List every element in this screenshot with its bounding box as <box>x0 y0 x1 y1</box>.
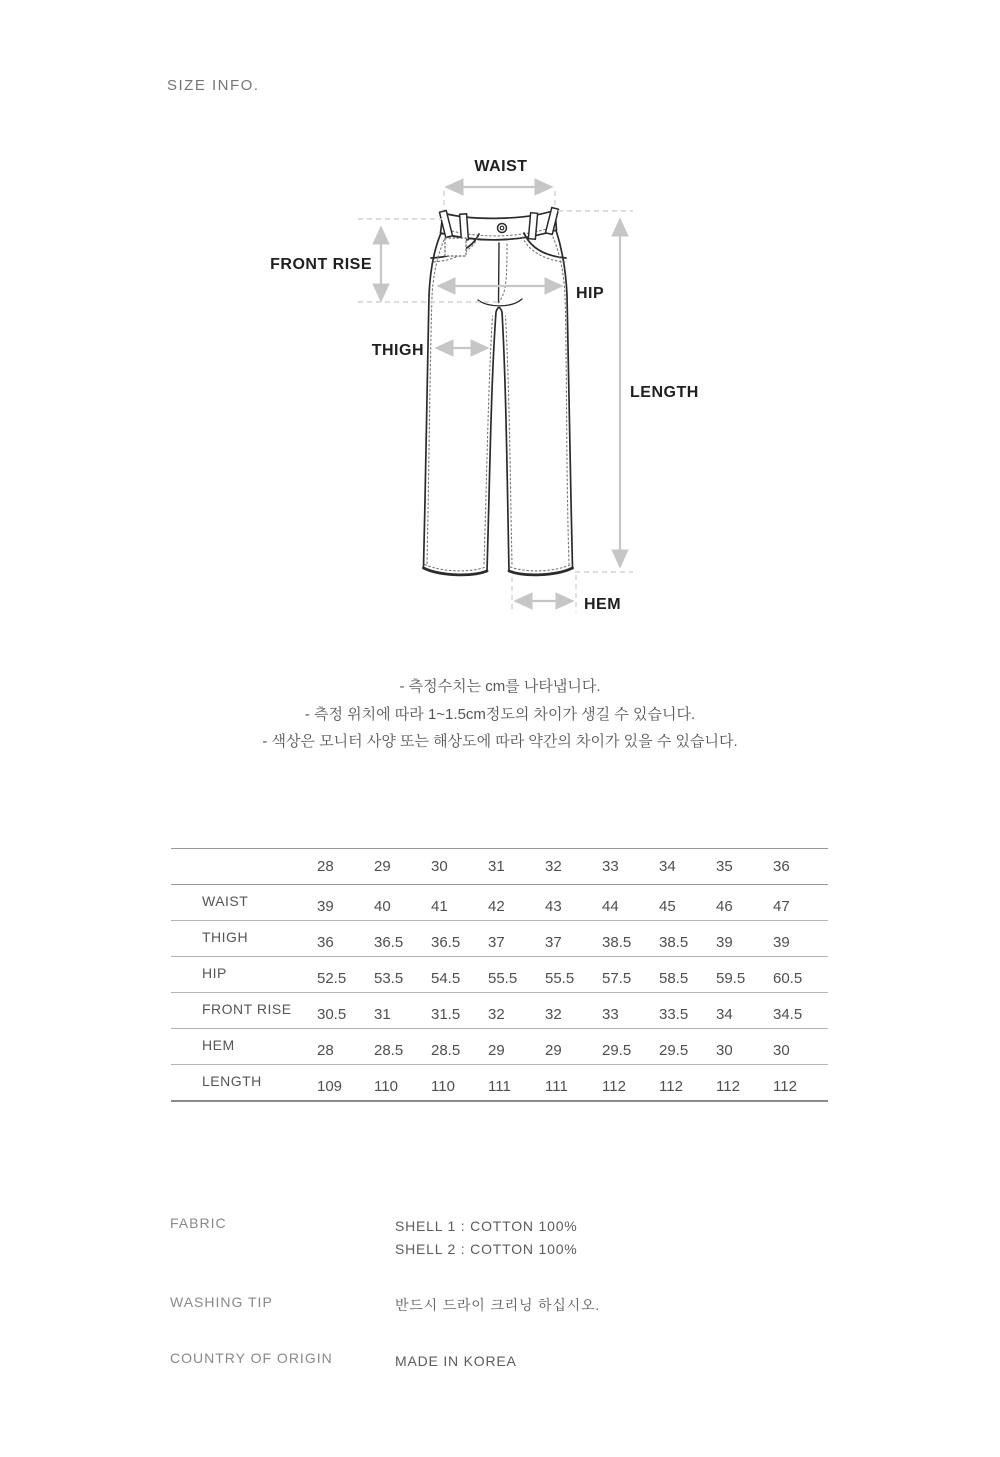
measurement-notes <box>0 673 1000 756</box>
size-value-cell: 34.5 <box>773 1006 803 1023</box>
hip-label: HIP <box>576 285 605 302</box>
size-value-cell: 37 <box>545 934 562 951</box>
size-value-cell: 39 <box>317 898 334 915</box>
size-column-header: 29 <box>374 858 391 875</box>
pants-drawing <box>424 208 573 575</box>
size-value-cell: 43 <box>545 898 562 915</box>
detail-value-line: 반드시 드라이 크리닝 하십시오. <box>395 1297 600 1313</box>
size-column-header: 34 <box>659 858 676 875</box>
size-value-cell: 31 <box>374 1006 391 1023</box>
size-value-cell: 55.5 <box>545 970 575 987</box>
size-value-cell: 28.5 <box>431 1042 461 1059</box>
size-value-cell: 44 <box>602 898 619 915</box>
size-value-cell: 110 <box>374 1078 398 1095</box>
size-value-cell: 39 <box>716 934 733 951</box>
detail-label: FABRIC <box>170 1215 227 1231</box>
size-value-cell: 30 <box>716 1042 733 1059</box>
size-table-row <box>171 921 828 957</box>
detail-label: WASHING TIP <box>170 1294 273 1310</box>
detail-value <box>395 1215 578 1261</box>
front-rise-label: FRONT RISE <box>270 256 372 273</box>
size-value-cell: 112 <box>716 1078 740 1095</box>
detail-value-line: SHELL 2 : COTTON 100% <box>395 1241 578 1257</box>
note-line: - 측정수치는 cm를 나타냅니다. <box>399 678 601 695</box>
size-table-row <box>171 993 828 1029</box>
measure-row-label: THIGH <box>202 928 249 945</box>
size-column-header: 32 <box>545 858 562 875</box>
size-value-cell: 29.5 <box>659 1042 689 1059</box>
size-value-cell: 55.5 <box>488 970 518 987</box>
size-value-cell: 31.5 <box>431 1006 461 1023</box>
size-value-cell: 36 <box>317 934 334 951</box>
page-title: SIZE INFO. <box>167 77 260 94</box>
size-value-cell: 37 <box>488 934 505 951</box>
detail-label: COUNTRY OF ORIGIN <box>170 1350 333 1366</box>
coin-pocket <box>445 238 466 256</box>
thigh-label: THIGH <box>371 342 424 359</box>
note-line: - 색상은 모니터 사양 또는 해상도에 따라 약간의 차이가 있을 수 있습니다. <box>262 733 738 750</box>
size-column-header: 36 <box>773 858 790 875</box>
waist-label: WAIST <box>474 158 528 175</box>
detail-value-line: MADE IN KOREA <box>395 1353 517 1369</box>
size-table <box>171 848 828 1102</box>
size-value-cell: 53.5 <box>374 970 404 987</box>
size-value-cell: 28.5 <box>374 1042 404 1059</box>
size-value-cell: 112 <box>773 1078 797 1095</box>
size-value-cell: 60.5 <box>773 970 803 987</box>
detail-value <box>395 1350 517 1373</box>
measure-row-label: HEM <box>202 1036 235 1053</box>
size-value-cell: 41 <box>431 898 448 915</box>
size-value-cell: 47 <box>773 898 790 915</box>
size-value-cell: 57.5 <box>602 970 632 987</box>
size-value-cell: 29.5 <box>602 1042 632 1059</box>
detail-row <box>170 1294 850 1317</box>
detail-value <box>395 1294 600 1317</box>
size-column-header: 30 <box>431 858 448 875</box>
size-value-cell: 111 <box>545 1078 568 1095</box>
note-line: - 측정 위치에 따라 1~1.5cm정도의 차이가 생길 수 있습니다. <box>304 705 696 723</box>
size-value-cell: 29 <box>488 1042 505 1059</box>
size-value-cell: 45 <box>659 898 676 915</box>
waist-button <box>498 224 507 233</box>
size-value-cell: 58.5 <box>659 970 689 987</box>
size-value-cell: 111 <box>488 1078 511 1095</box>
detail-row <box>170 1350 850 1373</box>
size-table-row <box>171 1065 828 1102</box>
size-value-cell: 52.5 <box>317 970 347 987</box>
size-value-cell: 59.5 <box>716 970 746 987</box>
size-column-header: 33 <box>602 858 619 875</box>
size-value-cell: 33 <box>602 1006 619 1023</box>
measure-row-label: LENGTH <box>202 1072 262 1089</box>
size-value-cell: 110 <box>431 1078 455 1095</box>
size-value-cell: 54.5 <box>431 970 461 987</box>
size-value-cell: 42 <box>488 898 505 915</box>
size-column-header: 28 <box>317 858 334 875</box>
size-column-header: 35 <box>716 858 733 875</box>
measure-row-label: FRONT RISE <box>202 1000 292 1017</box>
size-value-cell: 38.5 <box>659 934 689 951</box>
product-details <box>170 1215 850 1373</box>
size-value-cell: 33.5 <box>659 1006 689 1023</box>
hem-label: HEM <box>584 596 622 613</box>
size-value-cell: 112 <box>602 1078 626 1095</box>
size-table-row <box>171 957 828 993</box>
size-value-cell: 29 <box>545 1042 562 1059</box>
length-label: LENGTH <box>630 384 699 401</box>
size-column-header: 31 <box>488 858 505 875</box>
detail-value-line: SHELL 1 : COTTON 100% <box>395 1218 578 1234</box>
size-value-cell: 46 <box>716 898 733 915</box>
size-table-row <box>171 885 828 921</box>
size-value-cell: 34 <box>716 1006 733 1023</box>
size-value-cell: 32 <box>488 1006 505 1023</box>
size-table-row <box>171 1029 828 1065</box>
pants-measurement-diagram <box>0 0 1000 660</box>
size-value-cell: 32 <box>545 1006 562 1023</box>
size-value-cell: 40 <box>374 898 391 915</box>
fly-seam <box>499 243 500 302</box>
measure-row-label: WAIST <box>202 892 249 909</box>
size-value-cell: 112 <box>659 1078 683 1095</box>
size-value-cell: 30.5 <box>317 1006 347 1023</box>
size-value-cell: 39 <box>773 934 790 951</box>
size-value-cell: 28 <box>317 1042 334 1059</box>
size-table-header-row <box>171 849 828 885</box>
detail-row <box>170 1215 850 1261</box>
size-value-cell: 36.5 <box>431 934 461 951</box>
size-value-cell: 30 <box>773 1042 790 1059</box>
size-value-cell: 36.5 <box>374 934 404 951</box>
size-value-cell: 109 <box>317 1078 343 1095</box>
measure-row-label: HIP <box>202 964 227 981</box>
size-value-cell: 38.5 <box>602 934 632 951</box>
